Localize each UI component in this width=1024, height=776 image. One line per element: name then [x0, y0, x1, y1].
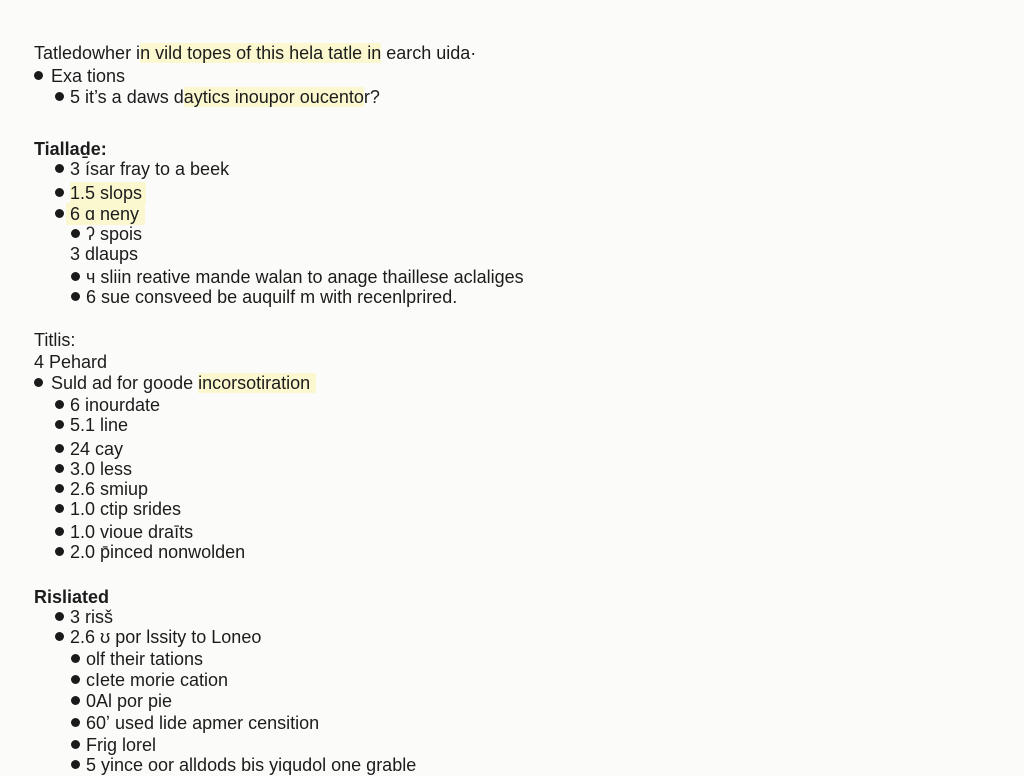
- intro-line-highlight: n vild topes of this hela tatle in: [140, 43, 382, 63]
- titlis-bullet-text: Suld ad for goode: [51, 373, 199, 393]
- list-item: ʔ spois: [86, 224, 143, 244]
- bullet-icon: [71, 675, 80, 684]
- bullet-icon: [55, 612, 64, 621]
- titlis-subtitle: 4 Pehard: [34, 352, 108, 372]
- intro-subbullet-text-start: 5 it’s a daws d: [70, 87, 184, 107]
- list-item: ч sliin reative mande walan to anage thaillese aclaliges: [86, 267, 524, 287]
- list-item: 0Al por pie: [86, 691, 173, 711]
- intro-line-text-end: earch uida·: [381, 43, 477, 63]
- list-item: 24 cay: [70, 439, 124, 459]
- bullet-icon: [71, 696, 80, 705]
- list-item: Frig lorel: [86, 735, 157, 755]
- bullet-icon: [71, 292, 80, 301]
- intro-subbullet-text-end: r?: [363, 87, 380, 107]
- bullet-icon: [71, 740, 80, 749]
- bullet-icon: [34, 71, 43, 80]
- bullet-icon: [55, 92, 64, 101]
- intro-line: [34, 42, 476, 64]
- bullet-icon: [55, 164, 64, 173]
- list-item: cIete morie cation: [86, 670, 229, 690]
- titlis-bullet: [51, 372, 316, 394]
- bullet-icon: [55, 420, 64, 429]
- list-item: 60ʼ used lide apmer censition: [86, 713, 320, 733]
- bullet-icon: [55, 464, 64, 473]
- intro-bullet: Exa tions: [51, 66, 126, 86]
- list-item: 1.0 ctip srides: [70, 499, 182, 519]
- list-item: 2.0 p̄inced nonwolden: [70, 542, 246, 562]
- bullet-icon: [55, 504, 64, 513]
- bullet-icon: [34, 378, 43, 387]
- intro-subbullet-highlight: aytics inoupor oucento: [183, 87, 364, 107]
- list-item: 5.1 line: [70, 415, 129, 435]
- section-heading-risliated: Risliated: [34, 587, 110, 607]
- list-item-highlighted: 6 ɑ neny: [66, 203, 145, 225]
- list-item: 3.0 less: [70, 459, 133, 479]
- bullet-icon: [55, 547, 64, 556]
- bullet-icon: [71, 718, 80, 727]
- list-item: 3 ísar fray to a beek: [70, 159, 230, 179]
- list-item: 6 sue consveed be auquilf m with recenlprired.: [86, 287, 458, 307]
- bullet-icon: [71, 272, 80, 281]
- section-heading-tiallage: Tiallaḏe:: [34, 139, 107, 159]
- list-item: 2.6 ʊ por lssity to Loneo: [70, 627, 262, 647]
- list-item: 3 dlaups: [70, 244, 139, 264]
- bullet-icon: [55, 444, 64, 453]
- list-item: 1.0 viouе draīts: [70, 522, 194, 542]
- bullet-icon: [55, 632, 64, 641]
- titlis-bullet-highlight: incorsotiration: [198, 373, 316, 393]
- section-heading-titlis: Titlis:: [34, 330, 76, 350]
- bullet-icon: [55, 188, 64, 197]
- bullet-icon: [71, 654, 80, 663]
- bullet-icon: [55, 400, 64, 409]
- list-item: 2.6 smiup: [70, 479, 149, 499]
- list-item: 3 risš: [70, 607, 114, 627]
- bullet-icon: [71, 229, 80, 238]
- bullet-icon: [55, 209, 64, 218]
- intro-line-text-start: Tatledowher i: [34, 43, 141, 63]
- bullet-icon: [55, 527, 64, 536]
- list-item-cut-off: 5 yince oor alldods bis yiqudol one grable: [86, 755, 417, 775]
- intro-subbullet: [70, 86, 380, 108]
- bullet-icon: [55, 484, 64, 493]
- list-item-highlighted: 1.5 slops: [70, 182, 146, 204]
- list-item: 6 inourdate: [70, 395, 161, 415]
- list-item: olf their tations: [86, 649, 204, 669]
